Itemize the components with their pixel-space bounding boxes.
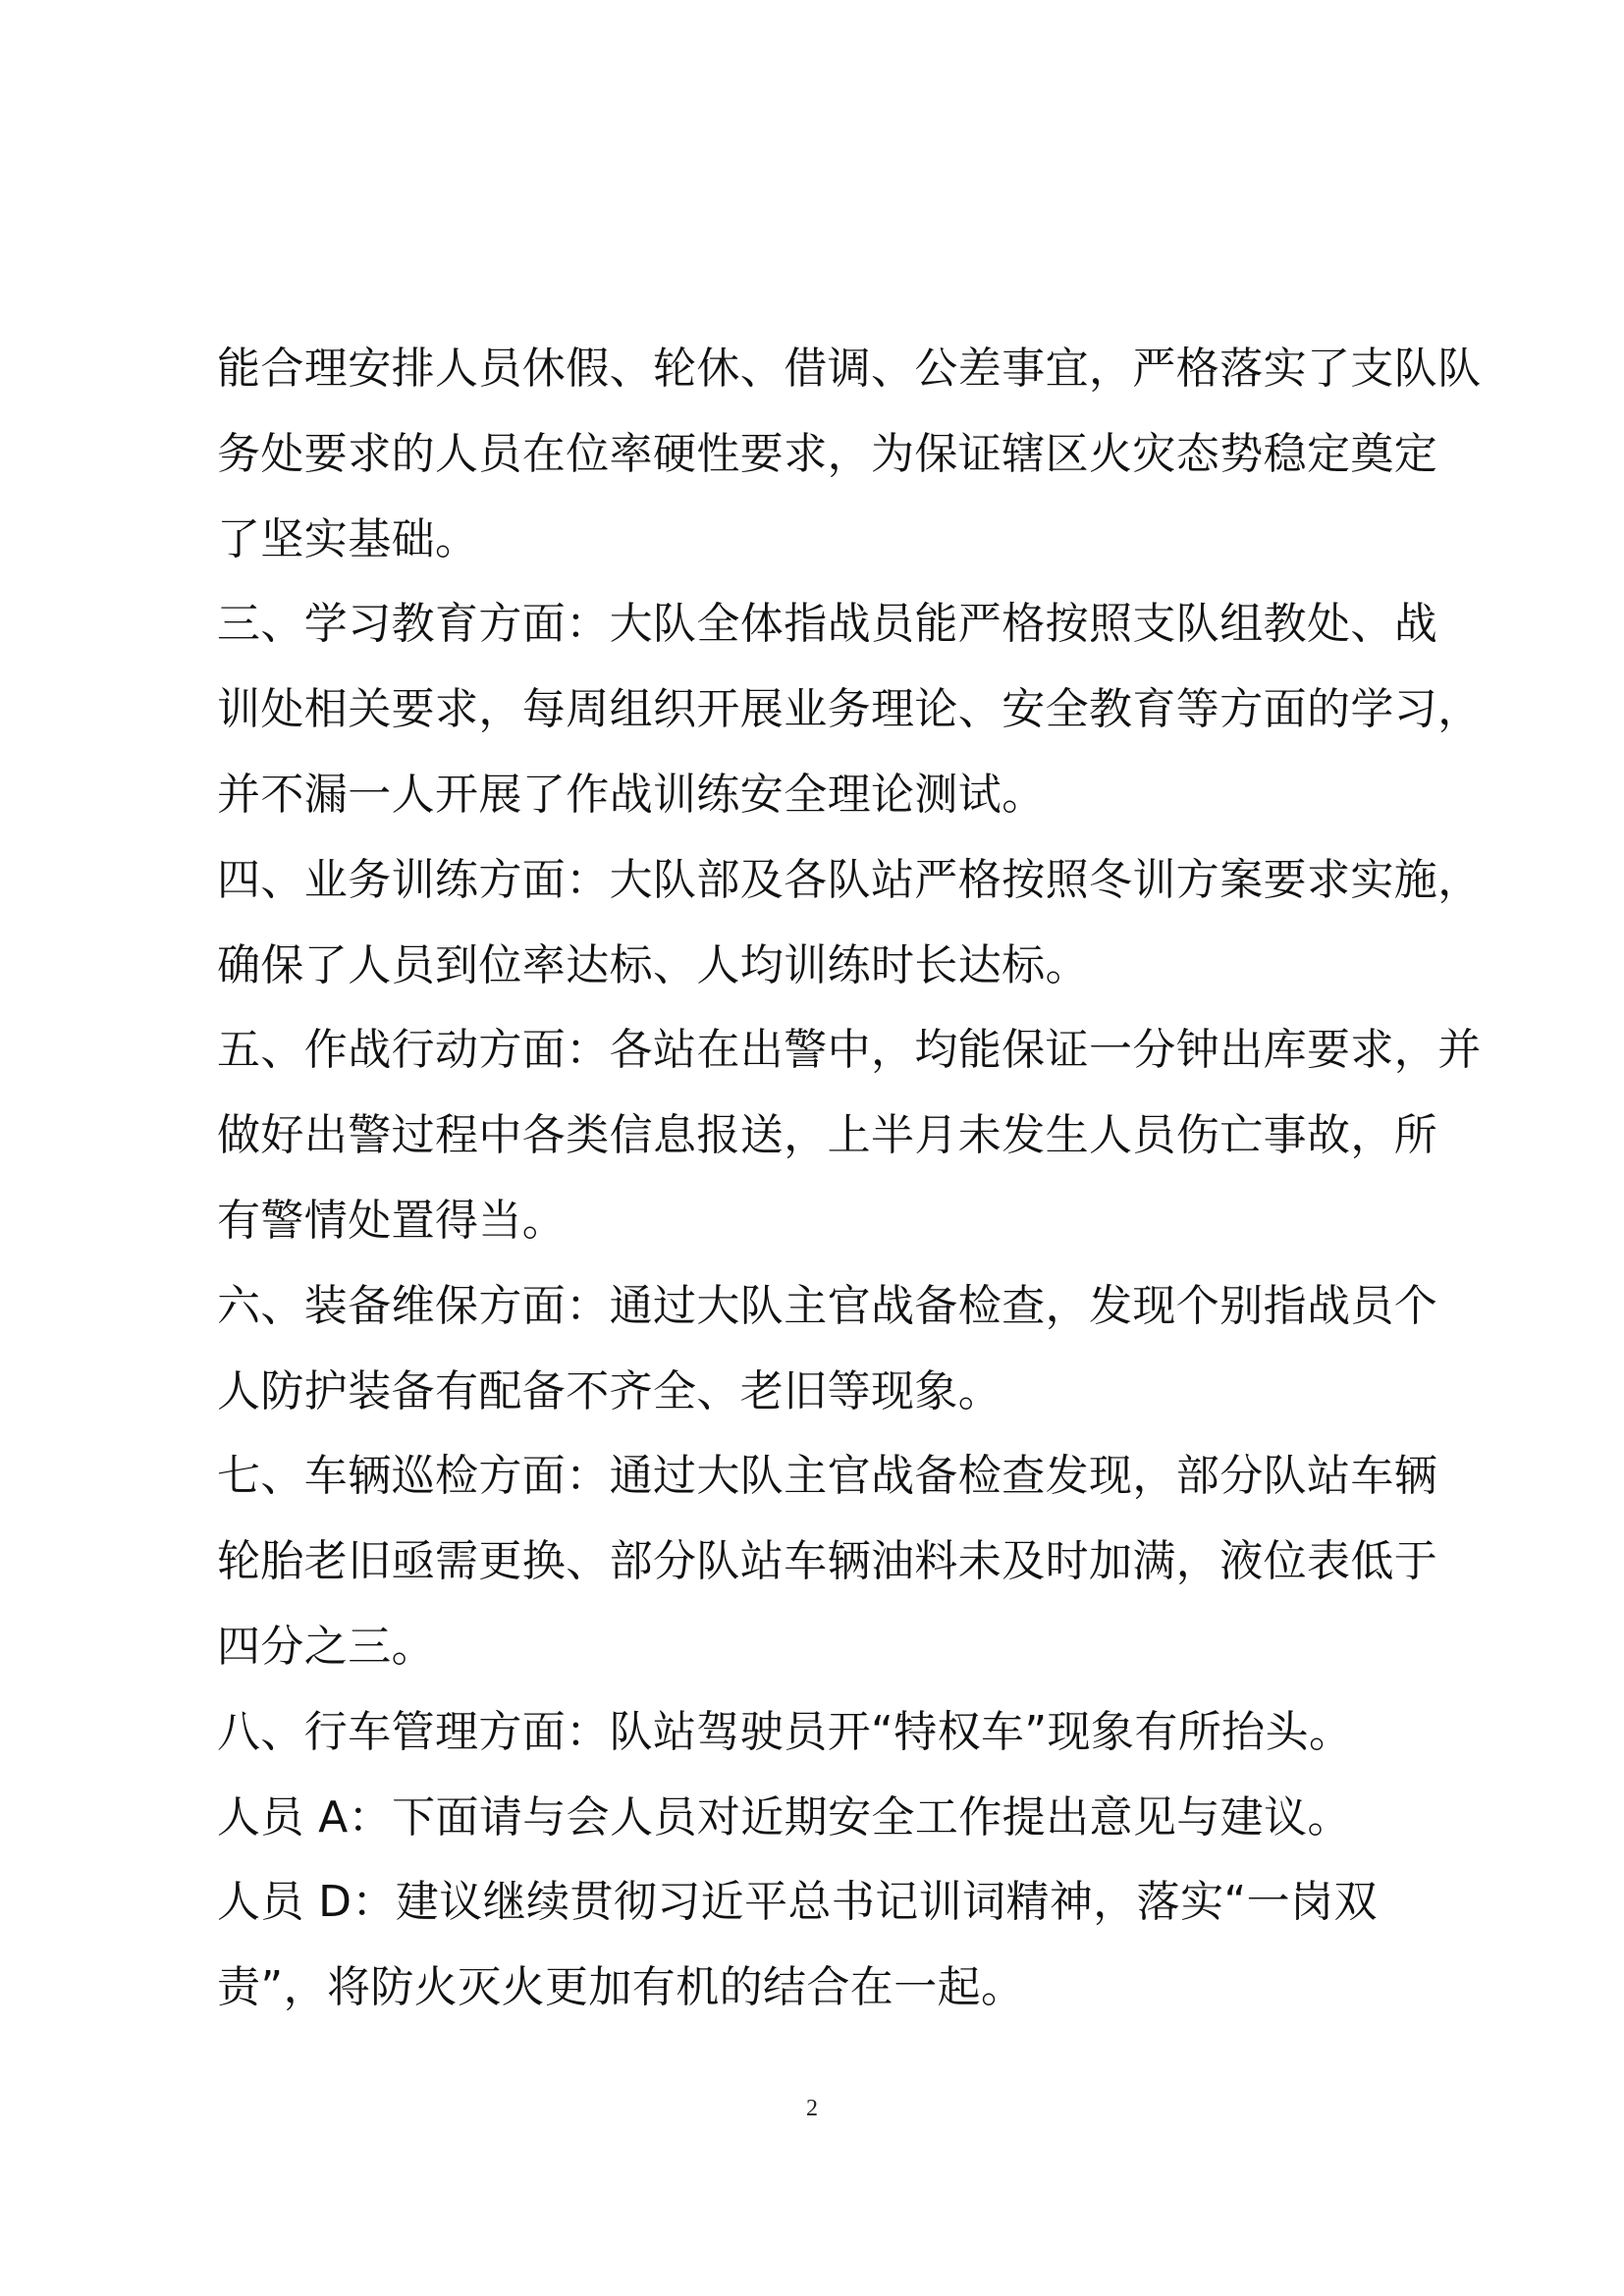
text-line-11: 有警情处置得当。 — [217, 1195, 567, 1246]
body-text — [217, 327, 1482, 2031]
text-line-13: 人防护装备有配备不齐全、老旧等现象。 — [217, 1365, 1002, 1416]
text-line-15: 轮胎老旧亟需更换、部分队站车辆油料未及时加满，液位表低于 — [217, 1536, 1438, 1587]
text-line-20: 责”，将防火灭火更加有机的结合在一起。 — [217, 1962, 1025, 2013]
text-line-7: 四、业务训练方面：大队部及各队站严格按照冬训方案要求实施， — [217, 854, 1482, 905]
text-line-14: 七、车辆巡检方面：通过大队主官战备检查发现，部分队站车辆 — [217, 1451, 1438, 1502]
text-line-5: 训处相关要求，每周组织开展业务理论、安全教育等方面的学习， — [217, 684, 1482, 735]
text-line-1: 能合理安排人员休假、轮休、借调、公差事宜，严格落实了支队队 — [217, 344, 1482, 394]
text-line-6: 并不漏一人开展了作战训练安全理论测试。 — [217, 769, 1046, 820]
text-line-12: 六、装备维保方面：通过大队主官战备检查，发现个别指战员个 — [217, 1280, 1438, 1331]
text-line-18: 人员 A：下面请与会人员对近期安全工作提出意见与建议。 — [217, 1791, 1351, 1842]
text-line-4: 三、学习教育方面：大队全体指战员能严格按照支队组教处、战 — [217, 599, 1438, 650]
page-number: 2 — [806, 2096, 818, 2121]
text-line-9: 五、作战行动方面：各站在出警中，均能保证一分钟出库要求，并 — [217, 1025, 1482, 1076]
text-line-19: 人员 D：建议继续贯彻习近平总书记训词精神，落实“一岗双 — [217, 1877, 1378, 1928]
text-line-17: 八、行车管理方面：队站驾驶员开“特权车”现象有所抬头。 — [217, 1706, 1353, 1757]
text-line-3: 了坚实基础。 — [217, 513, 479, 564]
text-line-8: 确保了人员到位率达标、人均训练时长达标。 — [217, 939, 1089, 990]
text-line-2: 务处要求的人员在位率硬性要求，为保证辖区火灾态势稳定奠定 — [217, 428, 1438, 479]
text-line-10: 做好出警过程中各类信息报送，上半月未发生人员伤亡事故，所 — [217, 1110, 1438, 1161]
text-line-16: 四分之三。 — [217, 1621, 435, 1672]
